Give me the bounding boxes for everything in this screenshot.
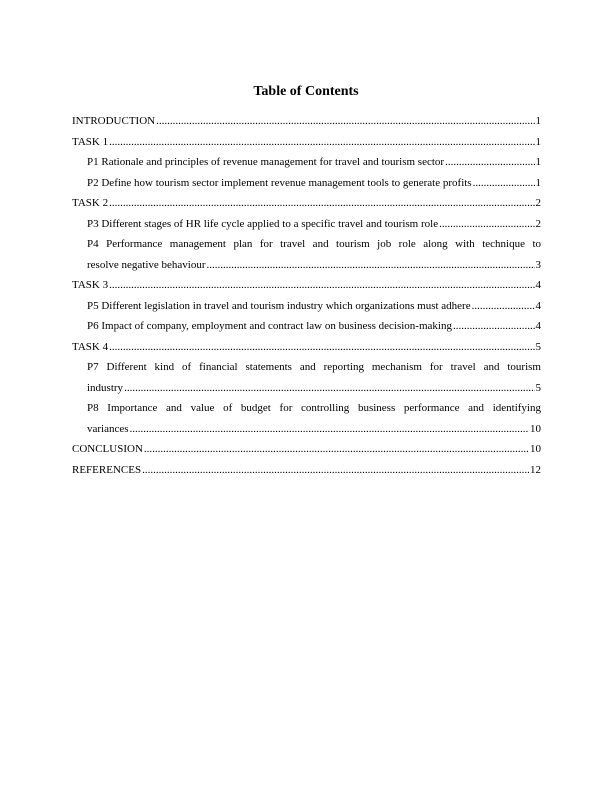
- toc-entry-label: REFERENCES: [72, 463, 142, 476]
- toc-entry-label-line1: P8 Importance and value of budget for controlling business performance and identifying: [87, 402, 541, 414]
- toc-leader: [472, 296, 535, 317]
- toc-entry-p2[interactable]: [72, 173, 541, 194]
- toc-entry-p4[interactable]: [72, 234, 541, 275]
- toc-entry-label: P1 Rationale and principles of revenue management for travel and tourism sector: [87, 156, 445, 168]
- toc-leader: [156, 111, 534, 132]
- toc-entry-p5[interactable]: [72, 296, 541, 317]
- toc-leader: [439, 214, 534, 235]
- toc-entry-label: P5 Different legislation in travel and tourism industry which organizations must adhere: [87, 299, 471, 312]
- toc-entry-label: TASK 1: [72, 135, 109, 148]
- toc-entry-p8[interactable]: [72, 398, 541, 439]
- toc-entry-label: CONCLUSION: [72, 443, 143, 455]
- toc-entry-page: 1: [535, 135, 541, 148]
- toc-entry-label: INTRODUCTION: [72, 115, 156, 127]
- toc-entry-page: 12: [530, 463, 541, 476]
- toc-entry-task-3[interactable]: [72, 275, 541, 296]
- toc-entry-page: 4: [535, 279, 541, 291]
- toc-entry-page: 1: [535, 176, 541, 189]
- toc-entry-label-line2: variances: [87, 422, 129, 435]
- toc-entry-label-line1: P7 Different kind of financial statements and reporting mechanism for travel and tourism: [87, 361, 541, 373]
- toc-entry-page: 2: [535, 197, 541, 209]
- toc-entry-page: 4: [535, 299, 541, 312]
- toc-entry-page: 10: [530, 443, 541, 455]
- toc-entry-label-line2: resolve negative behaviour: [87, 258, 206, 271]
- toc-entry-label-line1: P4 Performance management plan for travel and tourism job role along with technique to: [87, 238, 541, 250]
- toc-entry-label: P6 Impact of company, employment and contract law on business decision-making: [87, 320, 452, 332]
- toc-entry-page: 5: [535, 340, 541, 353]
- toc-leader: [124, 378, 534, 399]
- toc-leader: [445, 152, 534, 173]
- toc-entry-page: 3: [535, 258, 541, 271]
- toc-entry-task-1[interactable]: [72, 132, 541, 153]
- toc-entry-p3[interactable]: [72, 214, 541, 235]
- toc-entry-references[interactable]: [72, 460, 541, 481]
- toc-entry-page: 1: [535, 115, 541, 127]
- toc-entry-label: P2 Define how tourism sector implement revenue management tools to generate profits: [87, 176, 472, 189]
- toc-entry-page: 1: [535, 156, 541, 168]
- toc-leader: [142, 460, 529, 481]
- toc-leader: [130, 419, 529, 440]
- toc-entry-task-4[interactable]: [72, 337, 541, 358]
- toc-entry-p6[interactable]: [72, 316, 541, 337]
- toc-entry-p7[interactable]: [72, 357, 541, 398]
- toc-entry-page: 4: [535, 320, 541, 332]
- toc-entry-label: TASK 2: [72, 197, 109, 209]
- toc-entry-page: 10: [530, 422, 541, 435]
- toc-leader: [144, 439, 529, 460]
- toc-entry-page: 2: [535, 217, 541, 230]
- toc-leader: [207, 255, 535, 276]
- table-of-contents: [72, 111, 541, 480]
- toc-leader: [453, 316, 535, 337]
- toc-leader: [109, 275, 534, 296]
- toc-entry-p1[interactable]: [72, 152, 541, 173]
- toc-entry-conclusion[interactable]: [72, 439, 541, 460]
- toc-entry-label: TASK 3: [72, 279, 109, 291]
- toc-entry-page: 5: [535, 381, 541, 394]
- toc-entry-introduction[interactable]: [72, 111, 541, 132]
- toc-leader: [109, 193, 534, 214]
- toc-title: Table of Contents: [253, 84, 359, 99]
- toc-entry-label: TASK 4: [72, 340, 109, 353]
- toc-leader: [109, 337, 534, 358]
- toc-leader: [473, 173, 535, 194]
- toc-entry-label: P3 Different stages of HR life cycle applied to a specific travel and tourism role: [87, 217, 439, 230]
- toc-entry-task-2[interactable]: [72, 193, 541, 214]
- toc-entry-label-line2: industry: [87, 381, 124, 394]
- toc-leader: [109, 132, 534, 153]
